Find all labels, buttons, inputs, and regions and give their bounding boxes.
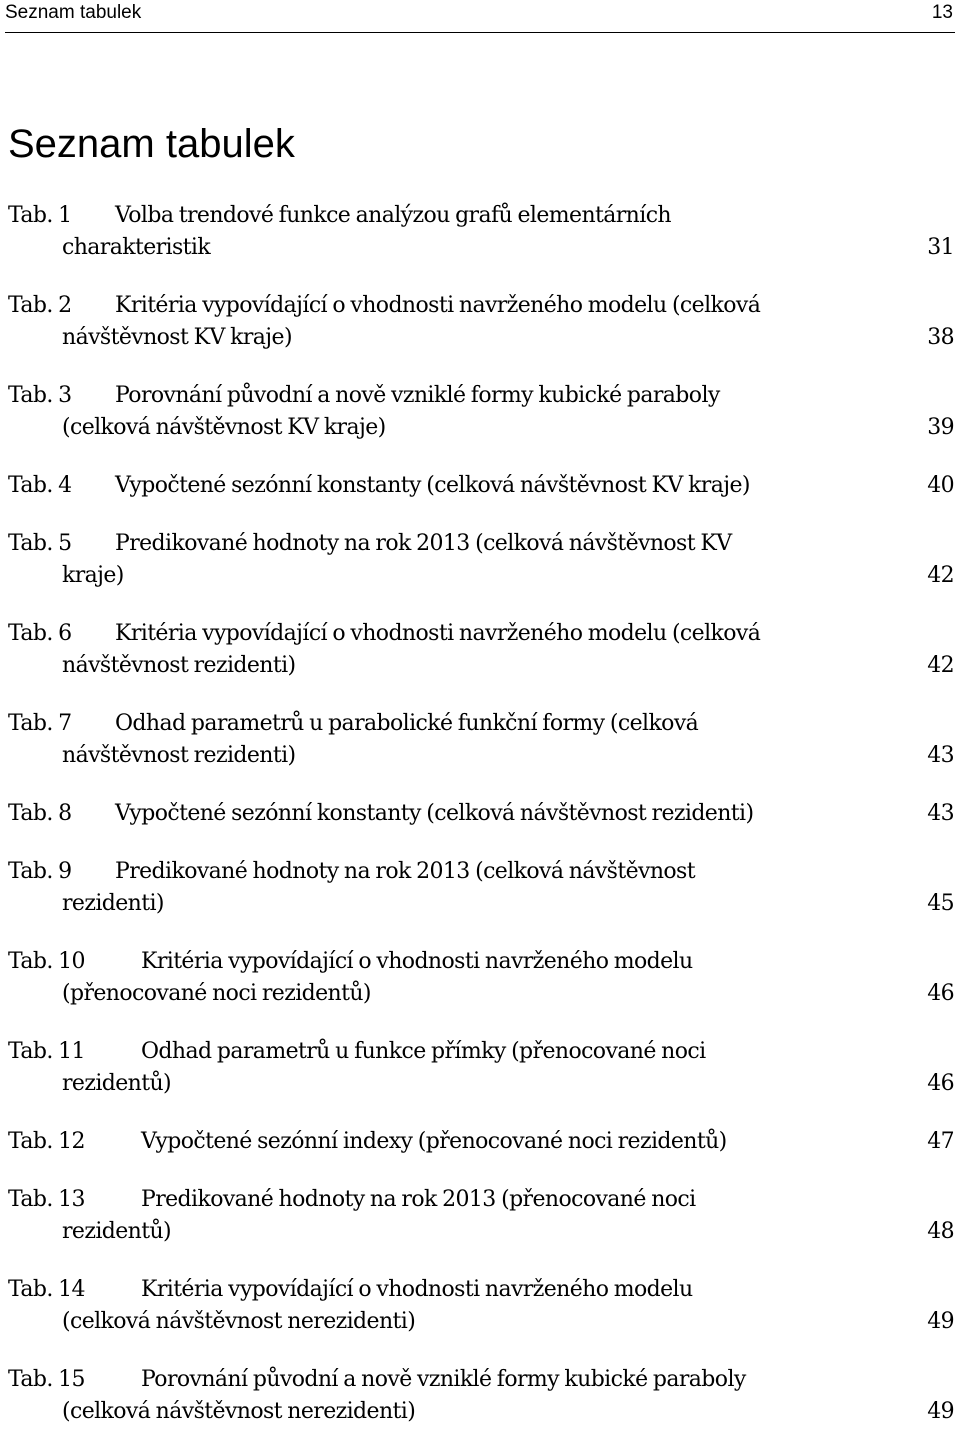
- toc-entry-title: Kritéria vypovídající o vhodnosti navrženého modelu (celková: [115, 621, 761, 646]
- toc-entry-page-number: 46: [927, 1071, 954, 1096]
- toc-entry-page-number: 42: [927, 653, 954, 678]
- toc-entry-title: Kritéria vypovídající o vhodnosti navrženého modelu: [141, 949, 693, 974]
- toc-entry-label: Tab. 5: [8, 531, 72, 556]
- toc-entry[interactable]: [8, 470, 954, 502]
- toc-entry-label: Tab. 10: [8, 949, 85, 974]
- toc-entry[interactable]: [8, 618, 954, 682]
- toc-entry-title: Odhad parametrů u funkce přímky (přenocované noci: [141, 1039, 706, 1064]
- toc-entry-page-number: 43: [927, 743, 954, 768]
- toc-entry-label: Tab. 11: [8, 1039, 85, 1064]
- toc-entry-label: Tab. 12: [8, 1129, 85, 1154]
- toc-entry-title: Predikované hodnoty na rok 2013 (přenocované noci: [141, 1187, 696, 1212]
- toc-entry-label: Tab. 14: [8, 1277, 85, 1302]
- toc-entry-title-continued: návštěvnost KV kraje): [62, 325, 292, 350]
- toc-entry-title-continued: návštěvnost rezidenti): [62, 743, 296, 768]
- toc-entry-page-number: 40: [927, 473, 954, 498]
- toc-entry[interactable]: [8, 946, 954, 1010]
- toc-entry-label: Tab. 4: [8, 473, 72, 498]
- toc-entry[interactable]: [8, 856, 954, 920]
- toc-entry-title: Porovnání původní a nově vzniklé formy kubické paraboly: [141, 1367, 746, 1392]
- toc-entry-page-number: 46: [927, 981, 954, 1006]
- running-header-title: Seznam tabulek: [5, 2, 142, 23]
- toc-entry-title-continued: (celková návštěvnost nerezidenti): [62, 1399, 416, 1424]
- toc-entry-title-continued: (celková návštěvnost KV kraje): [62, 415, 386, 440]
- toc-entry-page-number: 38: [927, 325, 954, 350]
- toc-entry-title-continued: (přenocované noci rezidentů): [62, 981, 371, 1006]
- toc-entry-title-continued: rezidentů): [62, 1071, 172, 1096]
- toc-entry-page-number: 49: [927, 1399, 954, 1424]
- toc-entry-label: Tab. 3: [8, 383, 72, 408]
- toc-entry-page-number: 47: [927, 1129, 954, 1154]
- toc-entry-title-continued: kraje): [62, 563, 124, 588]
- toc-entry-title: Vypočtené sezónní konstanty (celková návštěvnost rezidenti): [115, 801, 754, 826]
- toc-entry[interactable]: [8, 290, 954, 354]
- toc-entry-label: Tab. 8: [8, 801, 72, 826]
- page-title: Seznam tabulek: [8, 122, 295, 166]
- toc-entry-title: Volba trendové funkce analýzou grafů elementárních: [115, 203, 671, 228]
- toc-entry-title: Vypočtené sezónní indexy (přenocované noci rezidentů): [141, 1129, 727, 1154]
- toc-entry[interactable]: [8, 1274, 954, 1338]
- table-list: [8, 200, 954, 1454]
- toc-entry[interactable]: [8, 528, 954, 592]
- running-header-page-number: 13: [931, 2, 953, 23]
- running-header: [5, 0, 955, 33]
- toc-entry-title: Kritéria vypovídající o vhodnosti navrženého modelu: [141, 1277, 693, 1302]
- toc-entry-page-number: 43: [927, 801, 954, 826]
- toc-entry-title: Kritéria vypovídající o vhodnosti navrženého modelu (celková: [115, 293, 761, 318]
- toc-entry-title: Odhad parametrů u parabolické funkční formy (celková: [115, 711, 699, 736]
- toc-entry[interactable]: [8, 1036, 954, 1100]
- toc-entry[interactable]: [8, 200, 954, 264]
- toc-entry-label: Tab. 9: [8, 859, 72, 884]
- toc-entry-page-number: 49: [927, 1309, 954, 1334]
- toc-entry-label: Tab. 2: [8, 293, 72, 318]
- toc-entry[interactable]: [8, 708, 954, 772]
- toc-entry-title-continued: rezidentů): [62, 1219, 172, 1244]
- toc-entry-title-continued: návštěvnost rezidenti): [62, 653, 296, 678]
- toc-entry-title-continued: (celková návštěvnost nerezidenti): [62, 1309, 416, 1334]
- toc-entry[interactable]: [8, 798, 954, 830]
- toc-entry-title: Predikované hodnoty na rok 2013 (celková návštěvnost: [115, 859, 695, 884]
- toc-entry[interactable]: [8, 380, 954, 444]
- toc-entry-page-number: 39: [927, 415, 954, 440]
- toc-entry-page-number: 45: [927, 891, 954, 916]
- toc-entry-label: Tab. 15: [8, 1367, 85, 1392]
- toc-entry-label: Tab. 13: [8, 1187, 85, 1212]
- toc-entry[interactable]: [8, 1364, 954, 1428]
- toc-entry-label: Tab. 1: [8, 203, 72, 228]
- toc-entry-title-continued: charakteristik: [62, 235, 211, 260]
- toc-entry-page-number: 42: [927, 563, 954, 588]
- toc-entry-title: Vypočtené sezónní konstanty (celková návštěvnost KV kraje): [115, 473, 750, 498]
- toc-entry-title: Porovnání původní a nově vzniklé formy kubické paraboly: [115, 383, 720, 408]
- toc-entry-title-continued: rezidenti): [62, 891, 164, 916]
- toc-entry-label: Tab. 7: [8, 711, 72, 736]
- toc-entry-label: Tab. 6: [8, 621, 72, 646]
- toc-entry[interactable]: [8, 1184, 954, 1248]
- toc-entry-title: Predikované hodnoty na rok 2013 (celková návštěvnost KV: [115, 531, 732, 556]
- toc-entry[interactable]: [8, 1126, 954, 1158]
- toc-entry-page-number: 48: [927, 1219, 954, 1244]
- toc-entry-page-number: 31: [927, 235, 954, 260]
